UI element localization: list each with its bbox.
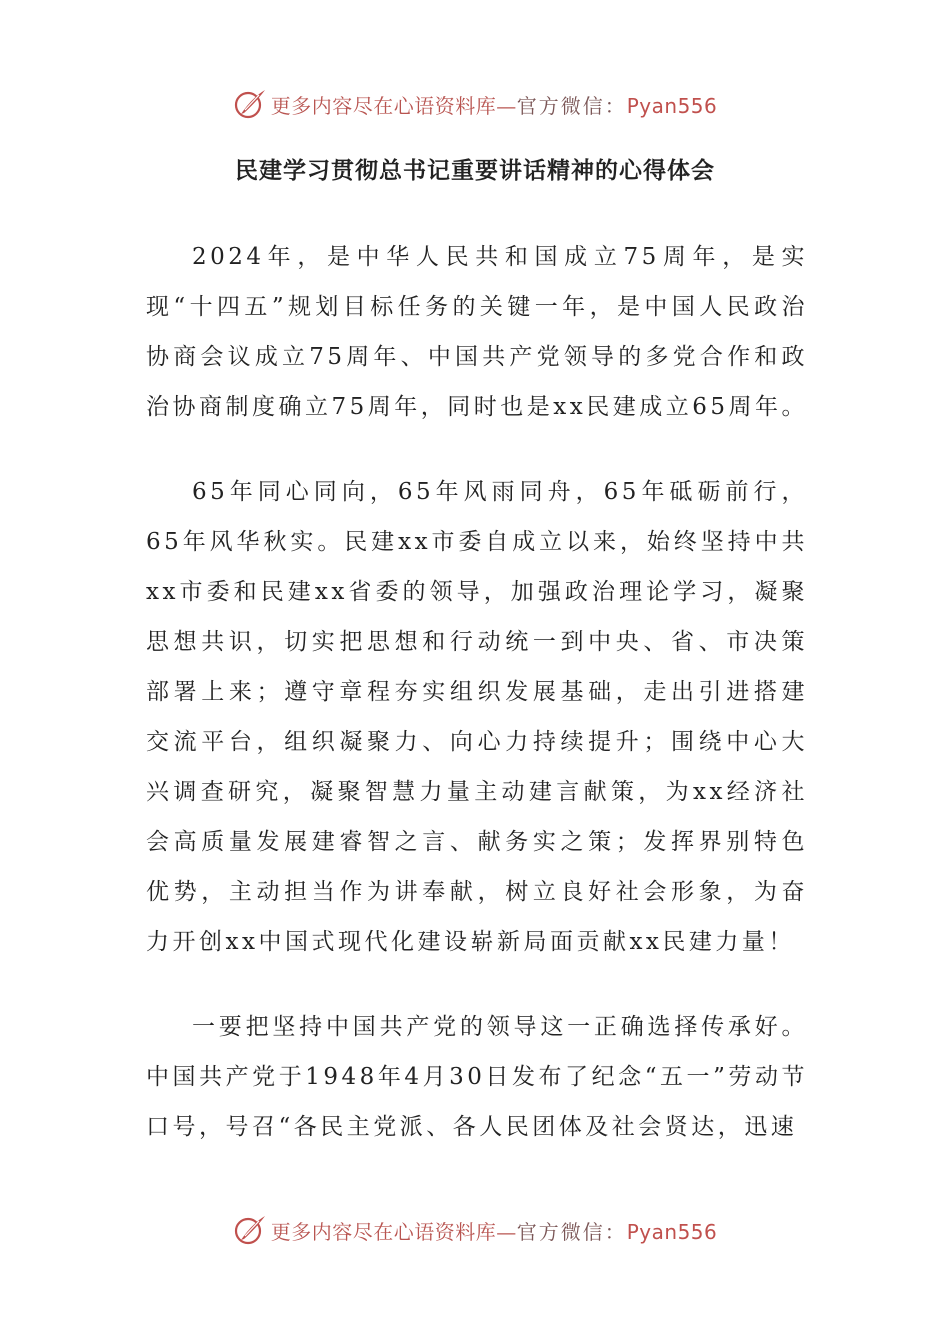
banner-text — [271, 1216, 718, 1245]
quill-logo-icon — [233, 1213, 267, 1247]
document-body — [146, 232, 808, 1152]
banner-wechat-label: 官方微信： — [516, 1219, 627, 1244]
banner-dash: — — [496, 93, 517, 118]
paragraph-1: 2024年，是中华人民共和国成立75周年，是实现“十四五”规划目标任务的关键一年，是中国人民政治协商会议成立75周年、中国共产党领导的多党合作和政治协商制度确立75周年，同时也是xx民建成立65周年。 — [146, 244, 808, 420]
footer-banner — [0, 1210, 950, 1250]
paragraph-3: 一要把坚持中国共产党的领导这一正确选择传承好。中国共产党于1948年4月30日发布了纪念“五一”劳动节口号，号召“各民主党派、各人民团体及社会贤达，迅速 — [146, 1014, 808, 1140]
paragraph-2: 65年同心同向，65年风雨同舟，65年砥砺前行，65年风华秋实。民建xx市委自成立以来，始终坚持中共xx市委和民建xx省委的领导，加强政治理论学习，凝聚思想共识，切实把思想和行动统一到中央、省、市决策部署上来；遵守章程夯实组织发展基础，走出引进搭建交流平台，组织凝聚力、向心力持续提升；围绕中心大兴调查研究，凝聚智慧力量主动建言献策，为xx经济社会高质量发展建睿智之言、献务实之策；发挥界别特色优势，主动担当作为讲奉献，树立良好社会形象，为奋力开创xx中国式现代化建设崭新局面贡献xx民建力量！ — [146, 479, 808, 955]
banner-text — [271, 90, 718, 119]
quill-logo-icon — [233, 87, 267, 121]
banner-wechat-id: Pyan556 — [626, 93, 718, 118]
document-title: 民建学习贯彻总书记重要讲话精神的心得体会 — [235, 157, 715, 184]
banner-wechat-id: Pyan556 — [626, 1219, 718, 1244]
header-banner — [0, 84, 950, 124]
banner-dash: — — [496, 1219, 517, 1244]
banner-wechat-label: 官方微信： — [516, 93, 627, 118]
banner-main-text: 更多内容尽在心语资料库 — [270, 93, 497, 118]
banner-main-text: 更多内容尽在心语资料库 — [270, 1219, 497, 1244]
